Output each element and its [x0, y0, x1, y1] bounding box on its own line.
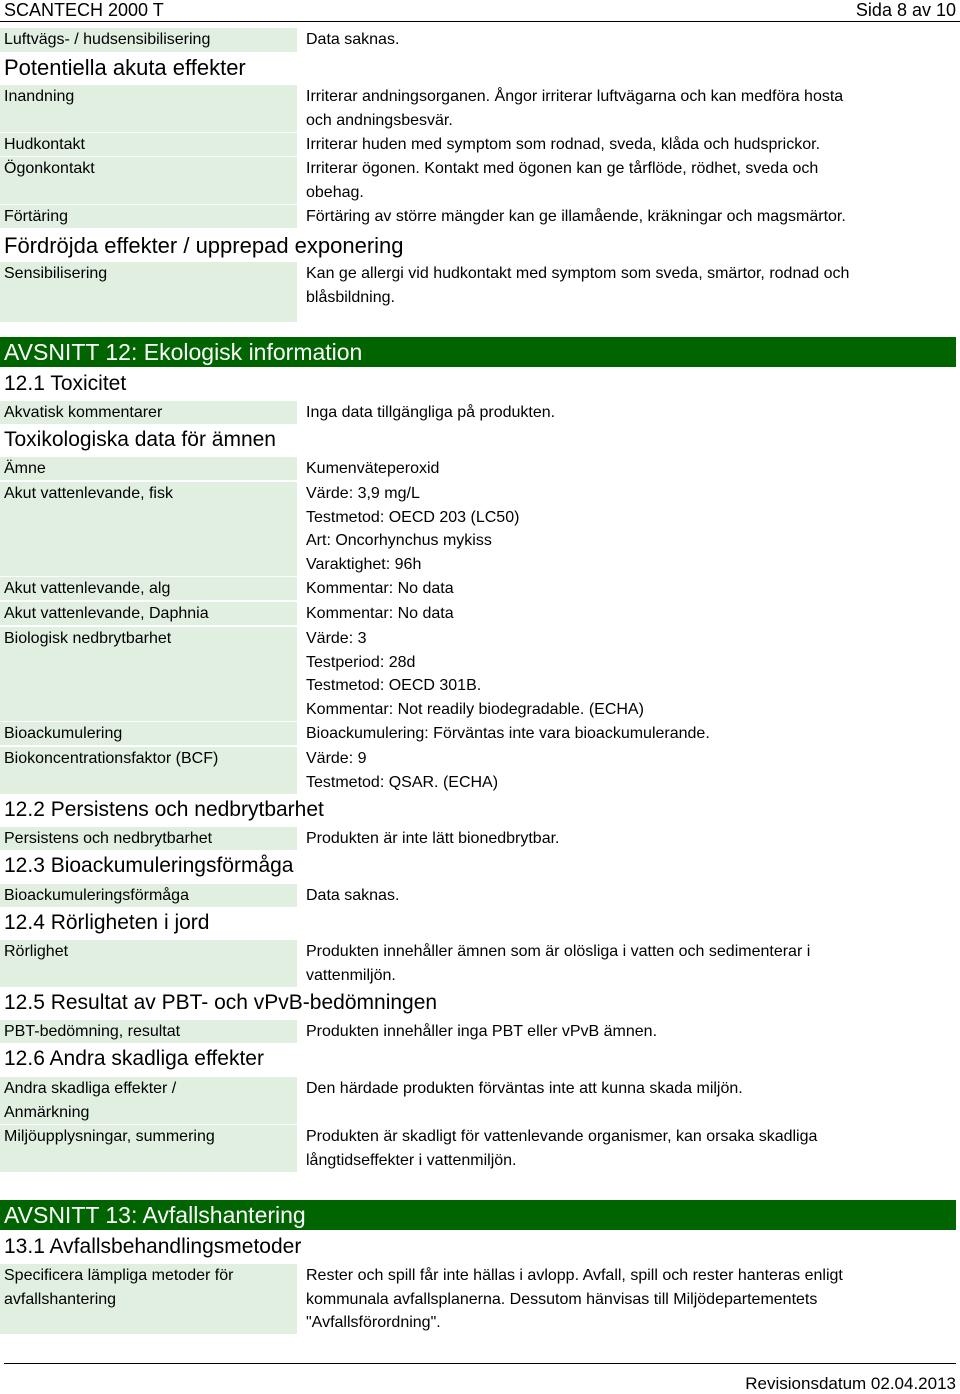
value-bioaccumulation: Bioackumulering: Förväntas inte vara bioackumulerande.	[306, 725, 710, 742]
label-sensitization: Sensibilisering	[0, 262, 297, 322]
label-other-effects: Andra skadliga effekter / Anmärkning	[0, 1077, 297, 1124]
label-biodegradability: Biologisk nedbrytbarhet	[0, 627, 297, 721]
heading-12-1: 12.1 Toxicitet	[4, 372, 127, 395]
label-bioaccumulation: Bioackumulering	[0, 722, 297, 745]
label-substance: Ämne	[0, 457, 297, 480]
label-env-summary: Miljöupplysningar, summering	[0, 1125, 297, 1172]
value-disposal-methods: Rester och spill får inte hällas i avlopp. Avfall, spill och rester hanteras enligt kommunala avfallsplanerna. Dessutom hänvisas till Miljödepartementets "Avfallsförordning".	[306, 1267, 843, 1331]
value-acute-daphnia: Kommentar: No data	[306, 605, 454, 622]
heading-12-6: 12.6 Andra skadliga effekter	[4, 1047, 264, 1070]
value-acute-fish: Värde: 3,9 mg/L Testmetod: OECD 203 (LC50) Art: Oncorhynchus mykiss Varaktighet: 96h	[306, 485, 520, 573]
revision-date: Revisionsdatum 02.04.2013	[745, 1374, 956, 1393]
value-mobility: Produkten innehåller ämnen som är olösliga i vatten och sedimenterar i vattenmiljön.	[306, 943, 811, 984]
heading-tox-data: Toxikologiska data för ämnen	[4, 428, 276, 451]
label-acute-fish: Akut vattenlevande, fisk	[0, 482, 297, 576]
value-resp-sensitization: Data saknas.	[306, 31, 400, 48]
page-header	[0, 0, 960, 22]
heading-12-4: 12.4 Rörligheten i jord	[4, 911, 210, 934]
label-ingestion: Förtäring	[0, 205, 297, 228]
label-aquatic-comment: Akvatisk kommentarer	[0, 401, 297, 424]
value-other-effects: Den härdade produkten förväntas inte att kunna skada miljön.	[306, 1080, 743, 1097]
heading-13-1: 13.1 Avfallsbehandlingsmetoder	[4, 1235, 302, 1258]
value-bcf: Värde: 9 Testmetod: QSAR. (ECHA)	[306, 750, 499, 791]
value-acute-alga: Kommentar: No data	[306, 580, 454, 597]
heading-acute-effects: Potentiella akuta effekter	[4, 55, 246, 80]
page-number: Sida 8 av 10	[855, 0, 956, 20]
header-divider	[0, 21, 960, 22]
value-biodegradability: Värde: 3 Testperiod: 28d Testmetod: OECD 301B. Kommentar: Not readily biodegradable. (ECHA)	[306, 630, 644, 718]
heading-12-3: 12.3 Bioackumuleringsförmåga	[4, 854, 294, 877]
section-13-banner: AVSNITT 13: Avfallshantering	[0, 1200, 956, 1230]
value-bioacc-capacity: Data saknas.	[306, 887, 400, 904]
label-persistence: Persistens och nedbrytbarhet	[0, 827, 297, 850]
value-env-summary: Produkten är skadligt för vattenlevande organismer, kan orsaka skadliga långtidseffekter i vattenmiljön.	[306, 1128, 818, 1169]
label-eye-contact: Ögonkontakt	[0, 157, 297, 204]
label-pbt: PBT-bedömning, resultat	[0, 1020, 297, 1043]
label-acute-alga: Akut vattenlevande, alg	[0, 577, 297, 600]
label-resp-sensitization: Luftvägs- / hudsensibilisering	[0, 28, 297, 52]
label-inhalation: Inandning	[0, 85, 297, 132]
section-12-banner: AVSNITT 12: Ekologisk information	[0, 337, 956, 367]
label-bcf: Biokoncentrationsfaktor (BCF)	[0, 747, 297, 794]
value-pbt: Produkten innehåller inga PBT eller vPvB ämnen.	[306, 1023, 658, 1040]
label-acute-daphnia: Akut vattenlevande, Daphnia	[0, 602, 297, 625]
heading-12-5: 12.5 Resultat av PBT- och vPvB-bedömningen	[4, 991, 438, 1014]
value-skin-contact: Irriterar huden med symptom som rodnad, sveda, klåda och hudsprickor.	[306, 136, 821, 153]
label-mobility: Rörlighet	[0, 940, 297, 987]
value-substance: Kumenväteperoxid	[306, 460, 440, 477]
value-eye-contact: Irriterar ögonen. Kontakt med ögonen kan ge tårflöde, rödhet, sveda och obehag.	[306, 160, 819, 201]
footer-divider	[4, 1363, 956, 1364]
value-ingestion: Förtäring av större mängder kan ge illamående, kräkningar och magsmärtor.	[306, 208, 846, 225]
heading-delayed-effects: Fördröjda effekter / upprepad exponering	[4, 233, 404, 258]
product-name: SCANTECH 2000 T	[4, 0, 164, 20]
label-bioacc-capacity: Bioackumuleringsförmåga	[0, 884, 297, 907]
value-persistence: Produkten är inte lätt bionedbrytbar.	[306, 830, 560, 847]
heading-12-2: 12.2 Persistens och nedbrytbarhet	[4, 798, 324, 821]
label-skin-contact: Hudkontakt	[0, 133, 297, 156]
value-aquatic-comment: Inga data tillgängliga på produkten.	[306, 404, 556, 421]
value-sensitization: Kan ge allergi vid hudkontakt med symptom som sveda, smärtor, rodnad och blåsbildning.	[306, 265, 850, 306]
label-disposal-methods: Specificera lämpliga metoder för avfallshantering	[0, 1264, 297, 1334]
value-inhalation: Irriterar andningsorganen. Ångor irriterar luftvägarna och kan medföra hosta och andningsbesvär.	[306, 88, 844, 129]
